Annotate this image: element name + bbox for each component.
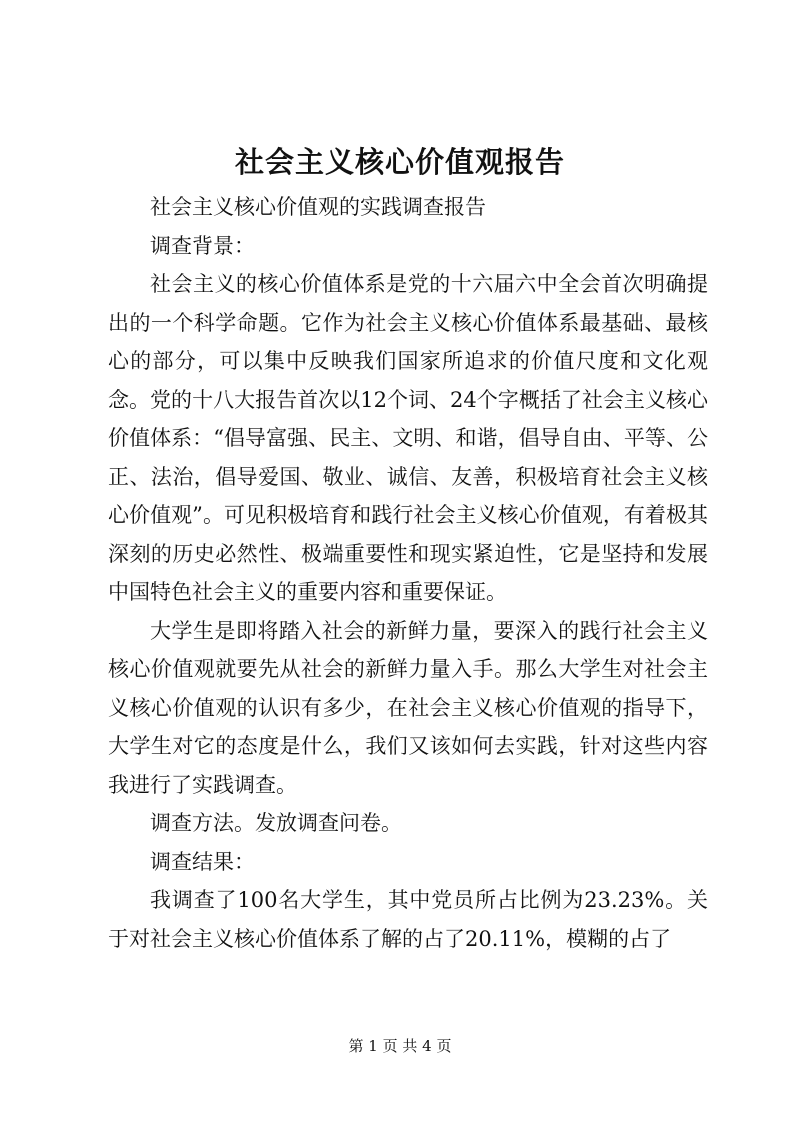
document-body [108, 188, 708, 958]
paragraph-students: 大学生是即将踏入社会的新鲜力量，要深入的践行社会主义核心价值观就要先从社会的新鲜力量入手。那么大学生对社会主义核心价值观的认识有多少，在社会主义核心价值观的指导下，大学生对它的态度是什么，我们又该如何去实践，针对这些内容我进行了实践调查。 [108, 618, 708, 797]
paragraph-method: 调查方法。发放调查问卷。 [150, 811, 402, 835]
page-number-footer: 第 1 页 共 4 页 [348, 1037, 452, 1055]
paragraph-subtitle: 社会主义核心价值观的实践调查报告 [150, 195, 486, 219]
paragraph-background: 社会主义的核心价值体系是党的十六届六中全会首次明确提出的一个科学命题。它作为社会主义核心价值体系最基础、最核心的部分，可以集中反映我们国家所追求的价值尺度和文化观念。党的十八大报告首次以12个词、24个字概括了社会主义核心价值体系：“倡导富强、民主、文明、和谐，倡导自由、平等、公正、法治，倡导爱国、敬业、诚信、友善，积极培育社会主义核心价值观”。可见积极培育和践行社会主义核心价值观，有着极其深刻的历史必然性、极端重要性和现实紧迫性，它是坚持和发展中国特色社会主义的重要内容和重要保证。 [108, 272, 708, 604]
document-title: 社会主义核心价值观报告 [234, 145, 565, 179]
paragraph-results: 我调查了100名大学生，其中党员所占比例为23.23%。关于对社会主义核心价值体系了解的占了20.11%，模糊的占了 [108, 888, 708, 951]
paragraph-results-heading: 调查结果： [150, 849, 255, 874]
paragraph-background-heading: 调查背景： [150, 233, 255, 258]
